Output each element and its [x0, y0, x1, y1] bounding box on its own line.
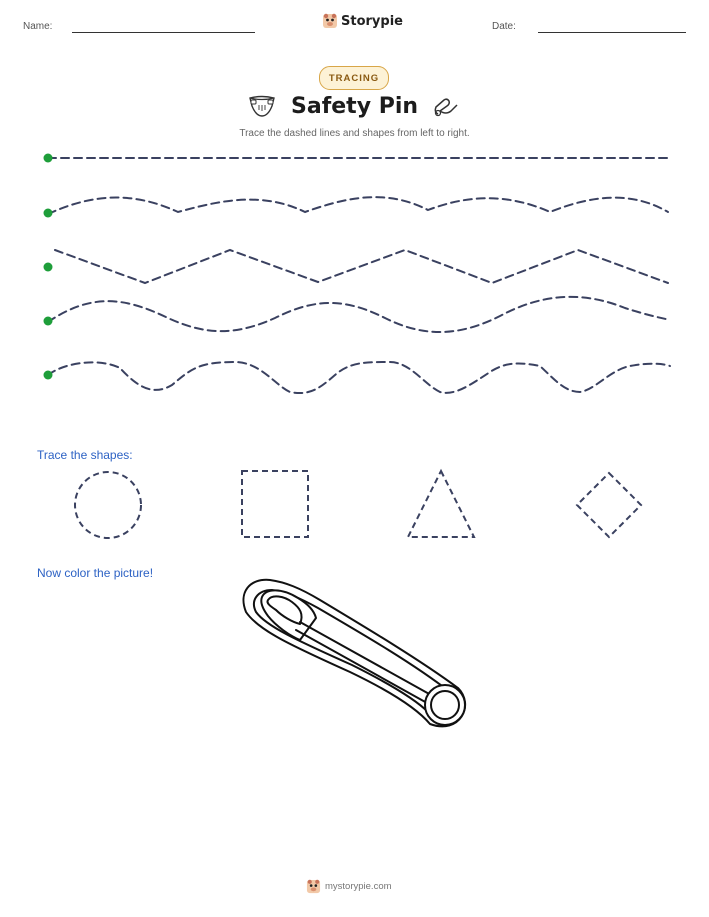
- start-dot-straight: [44, 154, 53, 163]
- footer: [306, 879, 392, 894]
- instructions: Trace the dashed lines and shapes from left to right.: [239, 128, 470, 139]
- shapes-area: [0, 460, 709, 550]
- storypie-mascot-icon: [306, 879, 321, 894]
- brand-name: Storypie: [341, 13, 403, 29]
- shapes-label: Trace the shapes:: [37, 448, 133, 462]
- start-dot-bumpy-wave: [44, 371, 53, 380]
- start-dots: [44, 154, 53, 380]
- trace-shape-triangle[interactable]: [408, 471, 474, 537]
- trace-line-zigzag[interactable]: [55, 250, 668, 283]
- name-label: Name:: [23, 21, 53, 32]
- trace-line-gentle-wave[interactable]: [48, 197, 668, 214]
- tracing-lines-area: [0, 140, 709, 400]
- start-dot-zigzag: [44, 263, 53, 272]
- brand-logo: [322, 13, 403, 29]
- trace-shape-diamond[interactable]: [577, 473, 641, 537]
- trace-shape-circle[interactable]: [75, 472, 141, 538]
- tracing-badge: TRACING: [319, 66, 389, 90]
- start-dot-wave: [44, 317, 53, 326]
- diaper-icon: [247, 93, 277, 119]
- page-title: Safety Pin: [291, 94, 419, 119]
- coloring-label: Now color the picture!: [37, 566, 154, 580]
- date-line[interactable]: [538, 32, 686, 33]
- safety-pin-picture[interactable]: [238, 568, 478, 733]
- date-label: Date:: [492, 21, 516, 32]
- trace-shape-square[interactable]: [242, 471, 308, 537]
- name-line[interactable]: [72, 32, 255, 33]
- trace-line-wave[interactable]: [48, 297, 670, 332]
- trace-line-bumpy-wave[interactable]: [48, 362, 670, 393]
- footer-url[interactable]: mystorypie.com: [325, 881, 392, 892]
- safety-pin-icon: [432, 96, 460, 118]
- start-dot-gentle-wave: [44, 209, 53, 218]
- storypie-mascot-icon: [322, 13, 338, 29]
